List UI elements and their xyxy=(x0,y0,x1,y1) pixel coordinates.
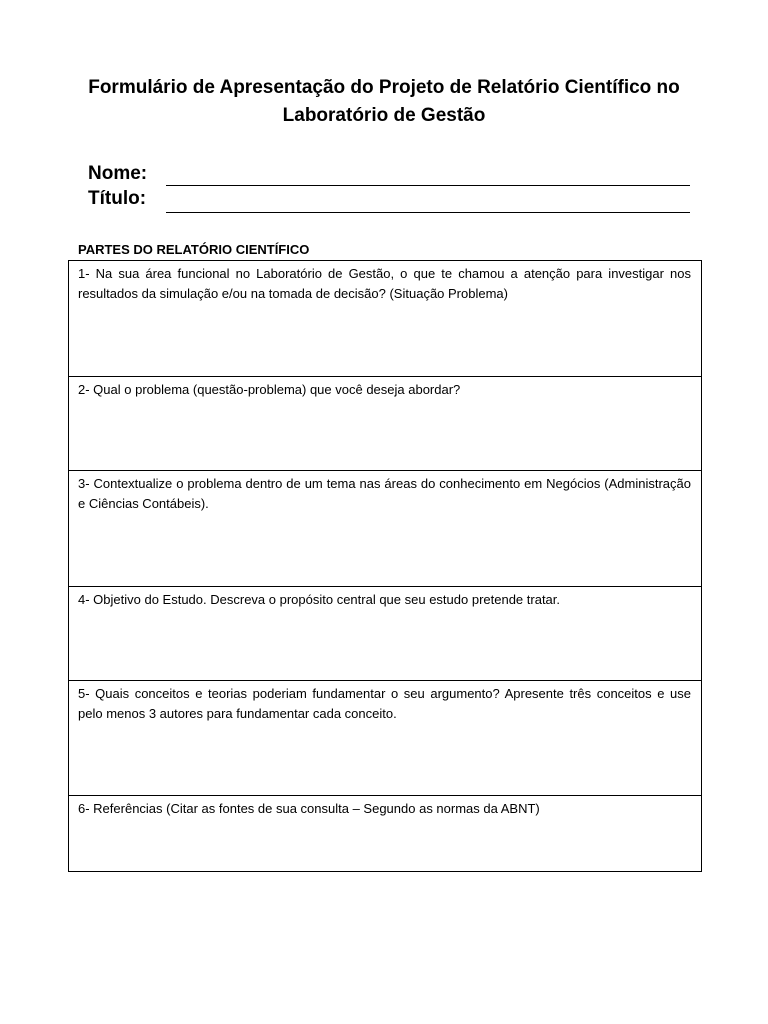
titulo-label: Título: xyxy=(88,188,147,209)
question-cell-6[interactable]: 6- Referências (Citar as fontes de sua consulta – Segundo as normas da ABNT) xyxy=(69,796,702,872)
table-row xyxy=(69,377,702,471)
table-row xyxy=(69,261,702,377)
report-parts-table xyxy=(68,260,702,872)
nome-label: Nome: xyxy=(88,163,148,184)
table-row xyxy=(69,471,702,587)
question-cell-3[interactable]: 3- Contextualize o problema dentro de um tema nas áreas do conhecimento em Negócios (Administração e Ciências Contábeis). xyxy=(69,471,702,587)
question-cell-5[interactable]: 5- Quais conceitos e teorias poderiam fundamentar o seu argumento? Apresente três conceitos e use pelo menos 3 autores para fundamentar cada conceito. xyxy=(69,681,702,796)
section-heading: PARTES DO RELATÓRIO CIENTÍFICO xyxy=(78,242,310,257)
table-row xyxy=(69,796,702,872)
question-cell-4[interactable]: 4- Objetivo do Estudo. Descreva o propósito central que seu estudo pretende tratar. xyxy=(69,587,702,681)
question-cell-2[interactable]: 2- Qual o problema (questão-problema) que você deseja abordar? xyxy=(69,377,702,471)
question-cell-1[interactable]: 1- Na sua área funcional no Laboratório de Gestão, o que te chamou a atenção para investigar nos resultados da simulação e/ou na tomada de decisão? (Situação Problema) xyxy=(69,261,702,377)
titulo-field-line[interactable] xyxy=(166,212,690,213)
page-title: Formulário de Apresentação do Projeto de Relatório Científico no Laboratório de Gestão xyxy=(88,77,680,126)
table-row xyxy=(69,681,702,796)
nome-field-line[interactable] xyxy=(166,185,690,186)
table-row xyxy=(69,587,702,681)
